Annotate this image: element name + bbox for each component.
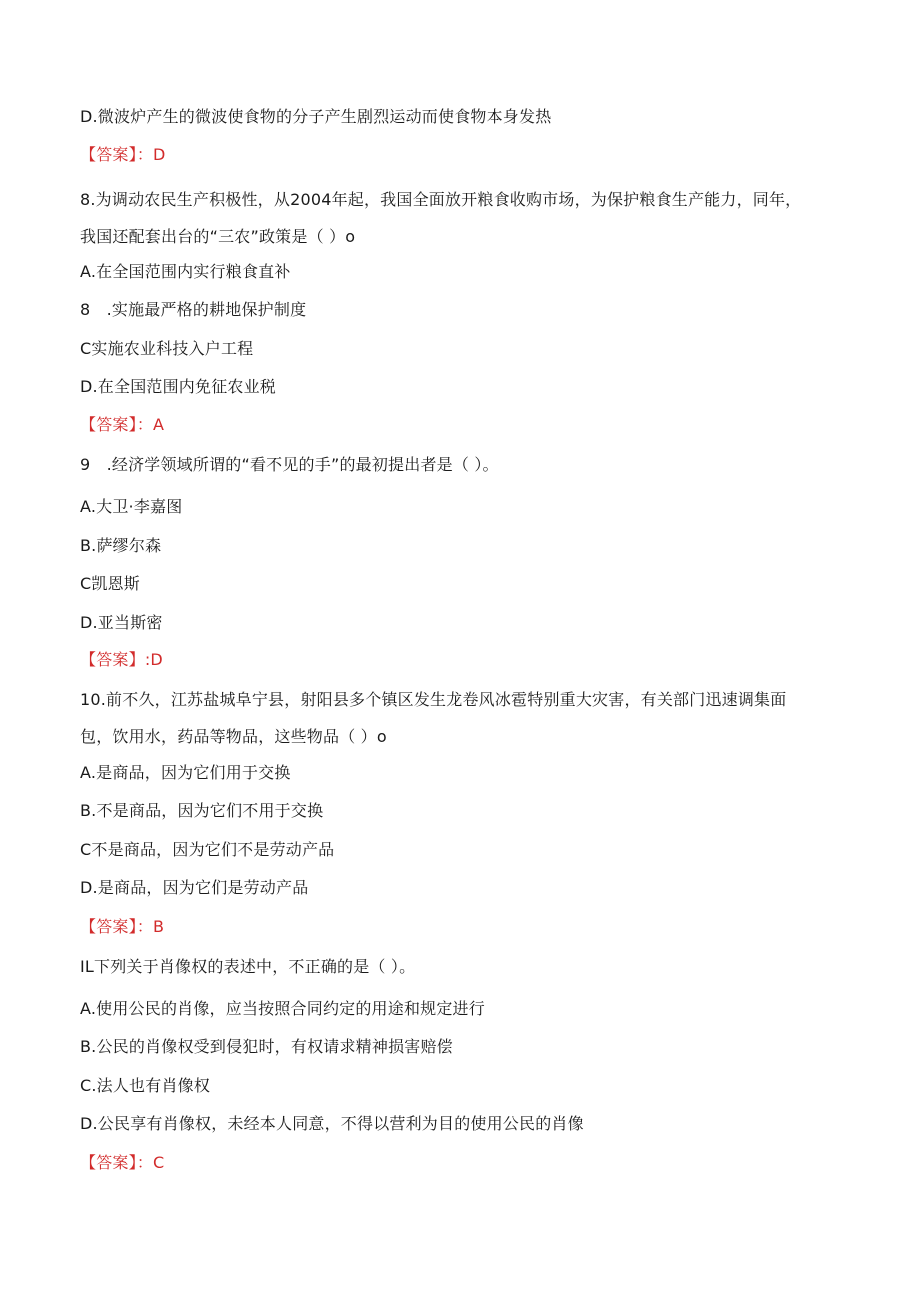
option-text: C实施农业科技入户工程: [80, 339, 254, 358]
option-text: B.萨缪尔森: [80, 536, 162, 555]
option-text: B.公民的肖像权受到侵犯时，有权请求精神损害赔偿: [80, 1037, 453, 1056]
option-text: D.公民享有肖像权，未经本人同意，不得以营利为目的使用公民的肖像: [80, 1114, 584, 1133]
answer-label: 【答案】: [80, 650, 145, 669]
answer-line: [80, 650, 840, 670]
option-text: C.法人也有肖像权: [80, 1076, 211, 1095]
question-text: 9 .经济学领域所谓的“看不见的手”的最初提出者是（ ）。: [80, 455, 499, 474]
question-text: 8.为调动农民生产积极性，从2004年起，我国全面放开粮食收购市场，为保护粮食生产能力，同年，: [80, 190, 802, 209]
answer-value: ：B: [136, 917, 165, 936]
option-text: C凯恩斯: [80, 574, 140, 593]
option-text: D.微波炉产生的微波使食物的分子产生剧烈运动而使食物本身发热: [80, 107, 552, 126]
question-text: 我国还配套出台的“三农”政策是（ ）o: [80, 227, 356, 246]
option-text: A.大卫·李嘉图: [80, 497, 183, 516]
answer-value: :D: [144, 650, 163, 669]
answer-value: ：D: [136, 145, 166, 164]
answer-label: 【答案】: [80, 1153, 137, 1172]
option-text: B.不是商品，因为它们不用于交换: [80, 801, 324, 820]
question-text: 10.前不久，江苏盐城阜宁县，射阳县多个镇区发生龙卷风冰雹特别重大灾害，有关部门迅速调集面: [80, 690, 787, 709]
option-text: A.在全国范围内实行粮食直补: [80, 262, 291, 281]
answer-line: [80, 415, 840, 435]
answer-line: [80, 145, 840, 165]
option-text: D.在全国范围内免征农业税: [80, 377, 277, 396]
answer-label: 【答案】: [80, 415, 137, 434]
option-text: D.亚当斯密: [80, 613, 163, 632]
answer-value: ：C: [136, 1153, 165, 1172]
question-text: IL下列关于肖像权的表述中，不正确的是（ ）。: [80, 957, 416, 976]
option-text: C不是商品，因为它们不是劳动产品: [80, 840, 335, 859]
answer-label: 【答案】: [80, 145, 137, 164]
option-text: 8 .实施最严格的耕地保护制度: [80, 300, 307, 319]
option-text: D.是商品，因为它们是劳动产品: [80, 878, 309, 897]
answer-line: [80, 1153, 840, 1173]
answer-label: 【答案】: [80, 917, 137, 936]
option-text: A.使用公民的肖像，应当按照合同约定的用途和规定进行: [80, 999, 485, 1018]
answer-value: ：A: [136, 415, 165, 434]
option-text: A.是商品，因为它们用于交换: [80, 763, 291, 782]
question-text: 包，饮用水，药品等物品，这些物品（ ）o: [80, 727, 387, 746]
answer-line: [80, 917, 840, 937]
